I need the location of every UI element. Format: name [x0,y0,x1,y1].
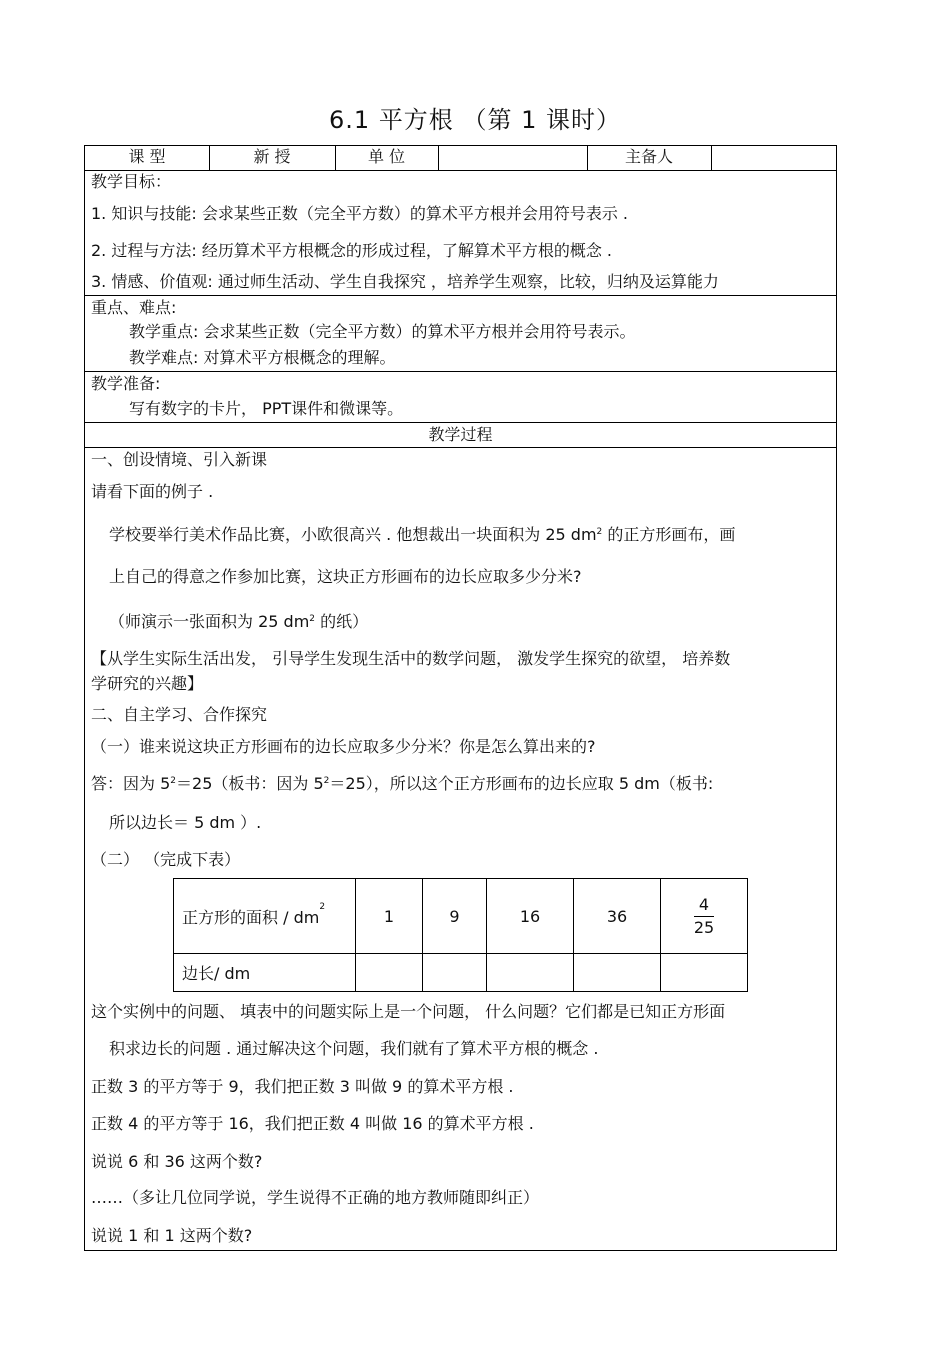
preparation-content: 写有数字的卡片， PPT课件和微课等。 [129,399,404,418]
objectives-heading: 教学目标： [91,172,172,191]
preparation-heading: 教学准备: [91,374,161,393]
lesson-plan-table [84,145,837,1251]
area-value: 1 [356,879,423,954]
side-cell [487,954,574,992]
unit-value [438,146,587,170]
prompt-6-36: 说说 6 和 36 这两个数? [91,1152,263,1171]
area-value: 16 [487,879,574,954]
teaching-focus: 教学重点: 会求某些正数（完全平方数）的算术平方根并会用符号表示。 [129,322,636,341]
side-cell [661,954,748,992]
concept-line2: 积求边长的问题 . 通过解决这个问题，我们就有了算术平方根的概念 . [109,1039,599,1058]
section2-heading: 二、自主学习、合作探究 [91,705,268,724]
keypoints-heading: 重点、难点: [91,298,177,317]
row-divider [85,295,836,296]
area-value: 36 [574,879,661,954]
concept-line1: 这个实例中的问题、 填表中的问题实际上是一个问题， 什么问题？它们都是已知正方形面 [91,1002,726,1021]
preparer-value [711,146,836,170]
preparer-label: 主备人 [624,147,673,166]
process-heading: 教学过程 [428,425,493,444]
section1-demo: （师演示一张面积为 25 $dm^2$ 的纸） [109,612,369,631]
side-cell [574,954,661,992]
side-cell [423,954,487,992]
section1-note-line2: 学研究的兴趣】 [91,674,204,693]
side-label: 边长/ dm [174,954,356,992]
side-cell [356,954,423,992]
unit-label: 单 位 [367,147,406,166]
example-4-16: 正数 4 的平方等于 16，我们把正数 4 叫做 16 的算术平方根 . [91,1114,534,1133]
section1-story-line2: 上自己的得意之作参加比赛，这块正方形画布的边长应取多少分米? [109,567,582,586]
row-divider [85,371,836,372]
type-value: 新 授 [253,147,291,166]
page-title: 6.1 平方根 （第 1 课时） [329,106,621,134]
area-label: 正方形的面积 / $dm^2$ [174,879,356,954]
teacher-note: ……（多让几位同学说，学生说得不正确的地方教师随即纠正） [91,1188,540,1207]
prompt-1-1: 说说 1 和 1 这两个数? [91,1226,253,1245]
example-3-9: 正数 3 的平方等于 9，我们把正数 3 叫做 9 的算术平方根 . [91,1077,514,1096]
area-value: 9 [423,879,487,954]
area-side-table [173,878,748,992]
row-divider [85,170,836,171]
section2-question1: （一）谁来说这块正方形画布的边长应取多少分米？你是怎么算出来的? [91,737,596,756]
area-value-fraction [661,879,748,954]
type-label: 课 型 [128,147,166,166]
section2-answer-line2: 所以边长＝ 5 dm ）. [109,813,262,832]
section1-heading: 一、创设情境、引入新课 [91,450,268,469]
fraction: $\frac{4}{25}$ [693,894,715,937]
row-divider [85,447,836,448]
row-divider [85,422,836,423]
teaching-difficulty: 教学难点: 对算术平方根概念的理解。 [129,348,396,367]
objective-process: 2. 过程与方法: 经历算术平方根概念的形成过程，了解算术平方根的概念 . [91,241,613,260]
section1-note-line1: 【从学生实际生活出发， 引导学生发现生活中的数学问题， 激发学生探究的欲望， 培养数 [91,649,731,668]
section1-story: 学校要举行美术作品比赛，小欧很高兴 . 他想裁出一块面积为 25 $dm^2$ 的正方形画布，画 [109,525,736,544]
objective-values: 3. 情感、价值观: 通过师生活动、学生自我探究 ，培养学生观察，比较，归纳及运算能力 [91,272,719,291]
objective-knowledge: 1. 知识与技能: 会求某些正数（完全平方数）的算术平方根并会用符号表示 . [91,204,629,223]
section2-question2: （二） （完成下表） [91,850,241,869]
section1-intro: 请看下面的例子 . [91,482,214,501]
section2-answer: 答：因为 $5^2=25$（板书：因为 $5^2=25$），所以这个正方形画布的边长应取 5 dm（板书: [91,774,714,793]
